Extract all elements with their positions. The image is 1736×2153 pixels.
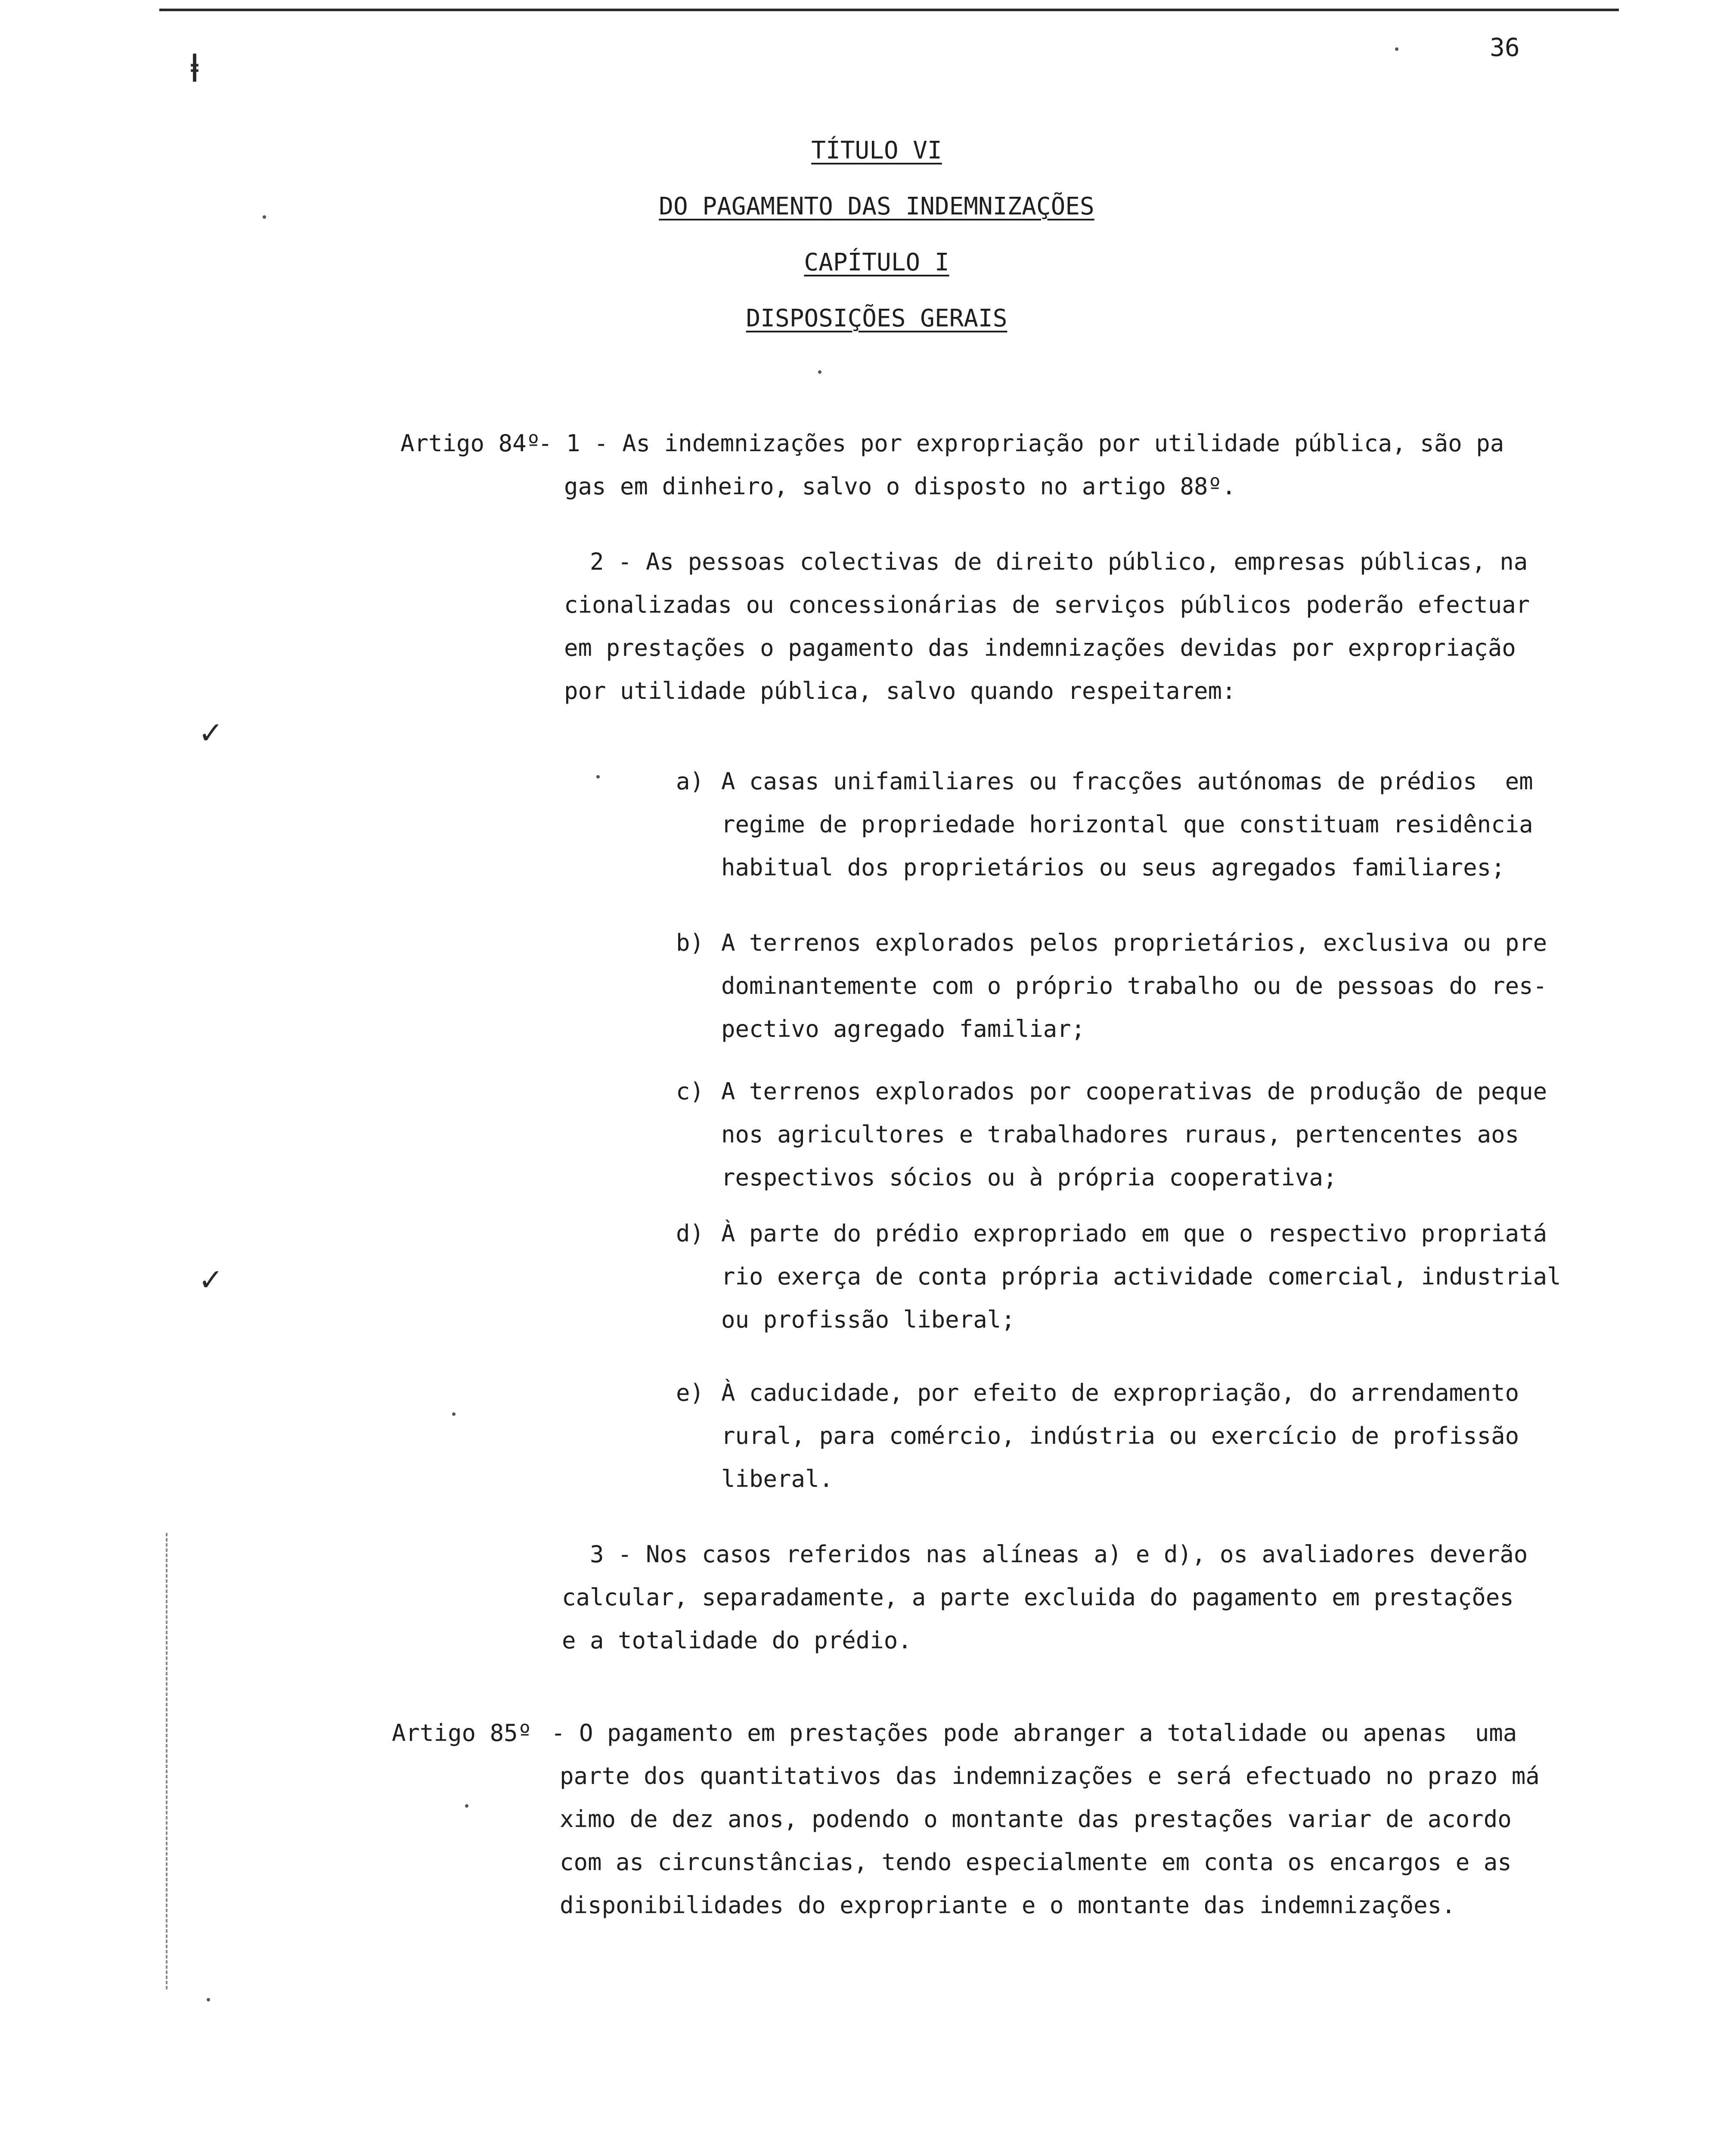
article-84-p2-line: por utilidade pública, salvo quando respeitarem: [564, 677, 1236, 704]
article-84-p1-line: - 1 - As indemnizações por expropriação por utilidade pública, são pa [538, 430, 1504, 457]
margin-checkmark: ✓ [200, 712, 221, 752]
article-84-p3-line: 3 - Nos casos referidos nas alíneas a) e d), os avaliadores deverão [590, 1541, 1528, 1568]
article-84-p3-line: e a totalidade do prédio. [562, 1627, 912, 1654]
list-item-line: dominantemente com o próprio trabalho ou de pessoas do res- [721, 972, 1547, 999]
margin-scan-artifact [166, 1533, 167, 1989]
list-item-marker: d) [676, 1220, 704, 1247]
margin-handwritten-mark: ⱡ [183, 46, 207, 91]
article-84-p2-line: em prestações o pagamento das indemnizações devidas por expropriação [564, 634, 1516, 661]
list-item-line: ou profissão liberal; [721, 1306, 1015, 1333]
title-subject-heading [9, 189, 1736, 224]
chapter-subject-heading [9, 301, 1736, 336]
list-item-line: regime de propriedade horizontal que constituam residência [721, 811, 1533, 838]
article-84-p2-line: 2 - As pessoas colectivas de direito público, empresas públicas, na [590, 548, 1528, 575]
margin-checkmark: ✓ [200, 1259, 221, 1299]
article-85-label: Artigo 85º [392, 1719, 532, 1747]
list-item-marker: a) [676, 768, 704, 795]
article-84-p2-line: cionalizadas ou concessionárias de serviços públicos poderão efectuar [564, 591, 1530, 618]
list-item-marker: c) [676, 1078, 704, 1105]
list-item-marker: e) [676, 1379, 704, 1406]
scan-speck [263, 215, 266, 219]
titulo-label: TÍTULO VI [811, 137, 942, 164]
list-item-line: nos agricultores e trabalhadores ruraus, pertencentes aos [721, 1121, 1519, 1148]
list-item-line: À parte do prédio expropriado em que o respectivo propriatá [721, 1220, 1547, 1247]
article-85-line: ximo de dez anos, podendo o montante das prestações variar de acordo [560, 1806, 1512, 1833]
article-85-line: disponibilidades do expropriante e o montante das indemnizações. [560, 1892, 1456, 1919]
title-heading [9, 133, 1736, 168]
scan-speck [596, 775, 600, 779]
list-item-line: A terrenos explorados pelos proprietários, exclusiva ou pre [721, 929, 1547, 956]
top-border-line [159, 9, 1619, 11]
list-item-line: pectivo agregado familiar; [721, 1015, 1085, 1042]
scan-speck [818, 370, 822, 374]
list-item-line: A casas unifamiliares ou fracções autónomas de prédios em [721, 768, 1533, 795]
chapter-heading [9, 245, 1736, 280]
list-item-line: habitual dos proprietários ou seus agregados familiares; [721, 854, 1505, 881]
article-85-line: - O pagamento em prestações pode abranger a totalidade ou apenas uma [551, 1719, 1517, 1747]
scan-speck [452, 1412, 456, 1416]
list-item-marker: b) [676, 929, 704, 956]
list-item-line: A terrenos explorados por cooperativas de produção de peque [721, 1078, 1547, 1105]
list-item-line: respectivos sócios ou à própria cooperativa; [721, 1164, 1337, 1191]
list-item-line: À caducidade, por efeito de expropriação, do arrendamento [721, 1379, 1519, 1406]
capitulo-label: CAPÍTULO I [804, 248, 949, 276]
list-item-line: rural, para comércio, indústria ou exercício de profissão [721, 1422, 1519, 1449]
capitulo-subject: DISPOSIÇÕES GERAIS [746, 304, 1008, 332]
list-item-line: rio exerça de conta própria actividade comercial, industrial [721, 1263, 1561, 1290]
article-84-p1-line: gas em dinheiro, salvo o disposto no artigo 88º. [564, 473, 1236, 500]
scan-speck [465, 1804, 468, 1808]
scan-speck [1395, 47, 1398, 51]
list-item-line: liberal. [721, 1465, 834, 1492]
article-84-label: Artigo 84º [400, 430, 541, 457]
scan-speck [207, 1998, 210, 2001]
article-85-line: parte dos quantitativos das indemnizações e será efectuado no prazo má [560, 1762, 1540, 1790]
titulo-subject: DO PAGAMENTO DAS INDEMNIZAÇÕES [659, 192, 1094, 220]
page-number: 36 [1490, 33, 1520, 62]
article-84-p3-line: calcular, separadamente, a parte excluida do pagamento em prestações [562, 1584, 1514, 1611]
article-85-line: com as circunstâncias, tendo especialmente em conta os encargos e as [560, 1849, 1512, 1876]
